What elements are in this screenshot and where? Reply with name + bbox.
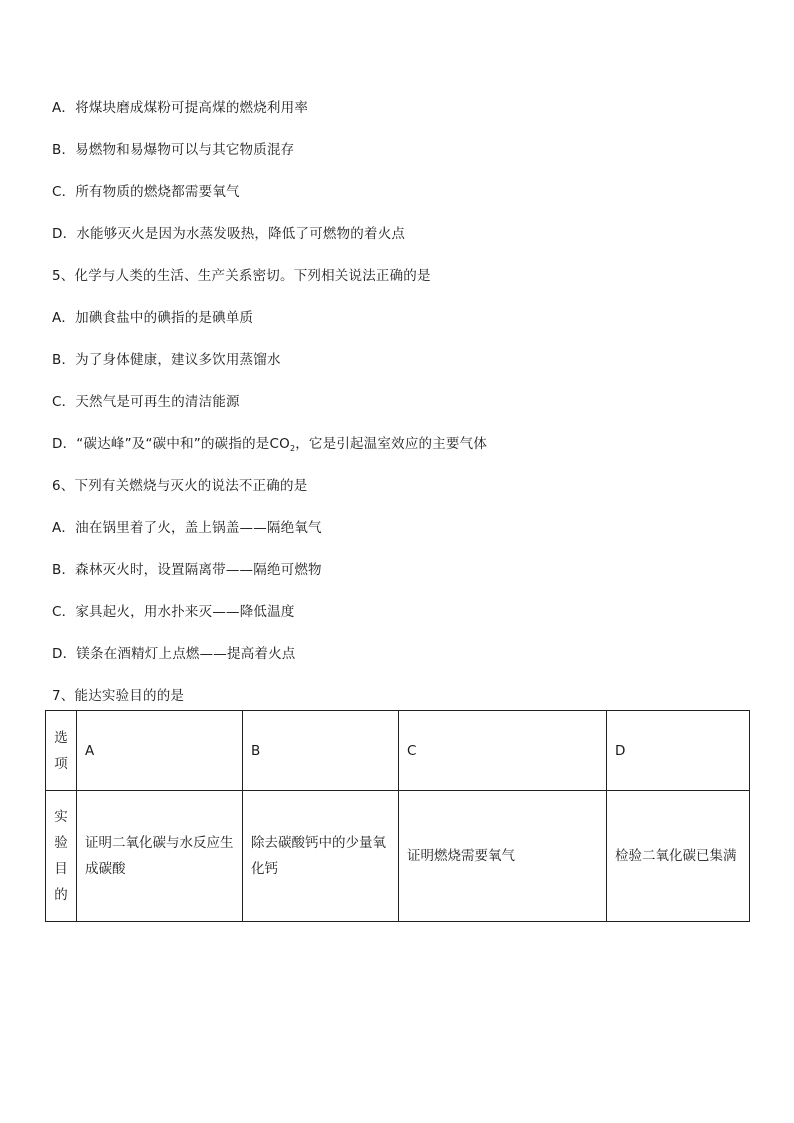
cell-option-c: C [399,711,607,791]
q4-option-b: B．易燃物和易爆物可以与其它物质混存 [52,142,295,158]
q5-option-d-tail: ，它是引起温室效应的主要气体 [295,436,488,452]
cell-purpose-b: 除去碳酸钙中的少量氧化钙 [243,791,399,922]
q5-option-c: C．天然气是可再生的清洁能源 [52,394,240,410]
q5-option-b: B．为了身体健康，建议多饮用蒸馏水 [52,352,281,368]
q6-option-d: D．镁条在酒精灯上点燃——提高着火点 [52,646,296,662]
q6-option-a: A．油在锅里着了火，盖上锅盖——隔绝氧气 [52,520,322,536]
cell-option-d: D [607,711,750,791]
q5-option-a: A．加碘食盐中的碘指的是碘单质 [52,310,254,326]
cell-purpose-c: 证明燃烧需要氧气 [399,791,607,922]
q6-option-c: C．家具起火，用水扑来灭——降低温度 [52,604,295,620]
q4-option-d: D．水能够灭火是因为水蒸发吸热，降低了可燃物的着火点 [52,226,406,242]
co2-subscript: 2 [289,444,296,453]
table-row [46,711,750,791]
cell-purpose-d: 检验二氧化碳已集满 [607,791,750,922]
q6-stem: 6、下列有关燃烧与灭火的说法不正确的是 [52,478,308,494]
experiment-table [45,710,750,922]
q4-option-c: C．所有物质的燃烧都需要氧气 [52,184,240,200]
q7-stem: 7、能达实验目的的是 [52,688,185,704]
q4-option-a: A．将煤块磨成煤粉可提高煤的燃烧利用率 [52,100,309,116]
q5-option-d-text: D．“碳达峰”及“碳中和”的碳指的是CO [52,436,290,452]
cell-option-b: B [243,711,399,791]
row-header-purpose: 实验目的 [46,791,77,922]
table-row [46,791,750,922]
cell-purpose-a: 证明二氧化碳与水反应生成碳酸 [77,791,243,922]
q5-stem: 5、化学与人类的生活、生产关系密切。下列相关说法正确的是 [52,268,431,284]
row-header-option: 选项 [46,711,77,791]
q6-option-b: B．森林灭火时，设置隔离带——隔绝可燃物 [52,562,322,578]
q5-option-d [52,435,487,458]
cell-option-a: A [77,711,243,791]
